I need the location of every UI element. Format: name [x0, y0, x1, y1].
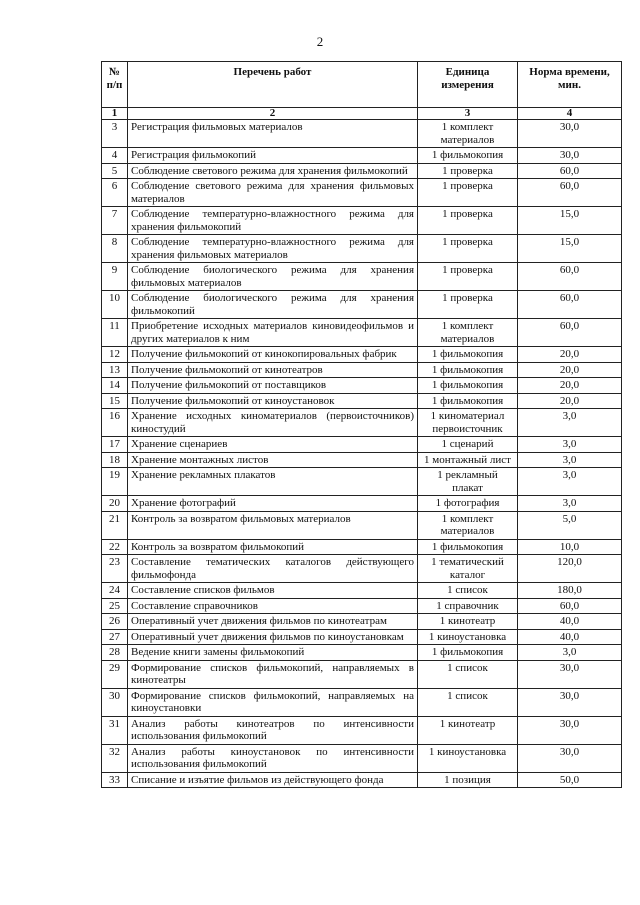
- time-norm: 60,0: [518, 598, 622, 614]
- table-row: [102, 393, 622, 409]
- time-norm: 180,0: [518, 583, 622, 599]
- column-index: 4: [518, 108, 622, 120]
- unit-of-measure: 1 монтажный лист: [418, 452, 518, 468]
- time-norm: 30,0: [518, 148, 622, 164]
- row-number: 20: [102, 496, 128, 512]
- time-norm: 10,0: [518, 539, 622, 555]
- table-row: [102, 347, 622, 363]
- work-name: Хранение сценариев: [128, 437, 418, 453]
- table-row: [102, 378, 622, 394]
- time-norm: 20,0: [518, 393, 622, 409]
- row-number: 27: [102, 629, 128, 645]
- unit-of-measure: 1 фильмокопия: [418, 148, 518, 164]
- row-number: 24: [102, 583, 128, 599]
- time-norm: 60,0: [518, 263, 622, 291]
- time-norm: 40,0: [518, 614, 622, 630]
- row-number: 14: [102, 378, 128, 394]
- time-norm: 15,0: [518, 235, 622, 263]
- table-row: [102, 163, 622, 179]
- work-name: Хранение исходных киноматериалов (первоисточников) киностудий: [128, 409, 418, 437]
- time-norm: 30,0: [518, 688, 622, 716]
- row-number: 30: [102, 688, 128, 716]
- row-number: 18: [102, 452, 128, 468]
- row-number: 10: [102, 291, 128, 319]
- header-num: № п/п: [102, 62, 128, 108]
- row-number: 26: [102, 614, 128, 630]
- row-number: 29: [102, 660, 128, 688]
- unit-of-measure: 1 комплект материалов: [418, 319, 518, 347]
- work-name: Получение фильмокопий от кинокопировальных фабрик: [128, 347, 418, 363]
- row-number: 28: [102, 645, 128, 661]
- unit-of-measure: 1 список: [418, 660, 518, 688]
- work-name: Ведение книги замены фильмокопий: [128, 645, 418, 661]
- row-number: 25: [102, 598, 128, 614]
- table-row: [102, 598, 622, 614]
- table-row: [102, 645, 622, 661]
- work-name: Составление списков фильмов: [128, 583, 418, 599]
- unit-of-measure: 1 фильмокопия: [418, 645, 518, 661]
- work-name: Получение фильмокопий от поставщиков: [128, 378, 418, 394]
- header-name: Перечень работ: [128, 62, 418, 108]
- row-number: 12: [102, 347, 128, 363]
- table-row: [102, 772, 622, 788]
- work-name: Соблюдение температурно-влажностного режима для хранения фильмовых материалов: [128, 235, 418, 263]
- unit-of-measure: 1 комплект материалов: [418, 511, 518, 539]
- row-number: 3: [102, 120, 128, 148]
- unit-of-measure: 1 киноматериал первоисточник: [418, 409, 518, 437]
- header-unit: Единица измерения: [418, 62, 518, 108]
- column-index-row: [102, 108, 622, 120]
- unit-of-measure: 1 фильмокопия: [418, 362, 518, 378]
- table-row: [102, 235, 622, 263]
- row-number: 22: [102, 539, 128, 555]
- row-number: 32: [102, 744, 128, 772]
- work-name: Формирование списков фильмокопий, направляемых в кинотеатры: [128, 660, 418, 688]
- work-name: Хранение рекламных плакатов: [128, 468, 418, 496]
- work-name: Соблюдение светового режима для хранения фильмокопий: [128, 163, 418, 179]
- unit-of-measure: 1 проверка: [418, 235, 518, 263]
- work-name: Списание и изъятие фильмов из действующего фонда: [128, 772, 418, 788]
- time-norm: 20,0: [518, 347, 622, 363]
- unit-of-measure: 1 фильмокопия: [418, 347, 518, 363]
- work-name: Контроль за возвратом фильмовых материалов: [128, 511, 418, 539]
- row-number: 17: [102, 437, 128, 453]
- work-name: Приобретение исходных материалов киновидеофильмов и других материалов к ним: [128, 319, 418, 347]
- work-name: Оперативный учет движения фильмов по кинотеатрам: [128, 614, 418, 630]
- time-norm: 120,0: [518, 555, 622, 583]
- unit-of-measure: 1 проверка: [418, 179, 518, 207]
- table-row: [102, 660, 622, 688]
- table-row: [102, 437, 622, 453]
- row-number: 19: [102, 468, 128, 496]
- time-norm: 30,0: [518, 716, 622, 744]
- table-row: [102, 716, 622, 744]
- table-row: [102, 291, 622, 319]
- row-number: 8: [102, 235, 128, 263]
- work-name: Составление справочников: [128, 598, 418, 614]
- time-norm: 3,0: [518, 437, 622, 453]
- column-index: 1: [102, 108, 128, 120]
- table-row: [102, 744, 622, 772]
- work-name: Получение фильмокопий от киноустановок: [128, 393, 418, 409]
- table-row: [102, 496, 622, 512]
- unit-of-measure: 1 фильмокопия: [418, 539, 518, 555]
- work-name: Анализ работы кинотеатров по интенсивности использования фильмокопий: [128, 716, 418, 744]
- unit-of-measure: 1 комплект материалов: [418, 120, 518, 148]
- unit-of-measure: 1 проверка: [418, 263, 518, 291]
- time-norm: 20,0: [518, 378, 622, 394]
- work-name: Контроль за возвратом фильмокопий: [128, 539, 418, 555]
- unit-of-measure: 1 справочник: [418, 598, 518, 614]
- time-norm: 30,0: [518, 120, 622, 148]
- work-name: Хранение фотографий: [128, 496, 418, 512]
- work-name: Регистрация фильмокопий: [128, 148, 418, 164]
- table-row: [102, 263, 622, 291]
- time-norm: 40,0: [518, 629, 622, 645]
- row-number: 6: [102, 179, 128, 207]
- table-row: [102, 629, 622, 645]
- unit-of-measure: 1 тематический каталог: [418, 555, 518, 583]
- work-name: Хранение монтажных листов: [128, 452, 418, 468]
- table-header-row: [102, 62, 622, 108]
- time-norm: 15,0: [518, 207, 622, 235]
- table-row: [102, 614, 622, 630]
- table-row: [102, 688, 622, 716]
- unit-of-measure: 1 фильмокопия: [418, 393, 518, 409]
- unit-of-measure: 1 проверка: [418, 291, 518, 319]
- row-number: 16: [102, 409, 128, 437]
- time-norm: 60,0: [518, 179, 622, 207]
- row-number: 23: [102, 555, 128, 583]
- unit-of-measure: 1 список: [418, 583, 518, 599]
- row-number: 9: [102, 263, 128, 291]
- work-name: Регистрация фильмовых материалов: [128, 120, 418, 148]
- time-norm: 30,0: [518, 660, 622, 688]
- time-norm: 3,0: [518, 645, 622, 661]
- work-name: Формирование списков фильмокопий, направляемых на киноустановки: [128, 688, 418, 716]
- time-norm: 60,0: [518, 319, 622, 347]
- work-name: Соблюдение температурно-влажностного режима для хранения фильмокопий: [128, 207, 418, 235]
- table-row: [102, 511, 622, 539]
- table-row: [102, 409, 622, 437]
- time-norm: 50,0: [518, 772, 622, 788]
- row-number: 5: [102, 163, 128, 179]
- header-norm: Норма времени, мин.: [518, 62, 622, 108]
- unit-of-measure: 1 фотография: [418, 496, 518, 512]
- time-norm: 20,0: [518, 362, 622, 378]
- row-number: 11: [102, 319, 128, 347]
- time-norm: 3,0: [518, 409, 622, 437]
- unit-of-measure: 1 киноустановка: [418, 629, 518, 645]
- unit-of-measure: 1 проверка: [418, 163, 518, 179]
- page-number: 2: [316, 34, 324, 49]
- row-number: 7: [102, 207, 128, 235]
- table-row: [102, 468, 622, 496]
- unit-of-measure: 1 проверка: [418, 207, 518, 235]
- work-name: Соблюдение светового режима для хранения фильмовых материалов: [128, 179, 418, 207]
- table-body: [102, 120, 622, 788]
- column-index: 2: [128, 108, 418, 120]
- table-row: [102, 452, 622, 468]
- row-number: 13: [102, 362, 128, 378]
- time-norm: 3,0: [518, 496, 622, 512]
- row-number: 21: [102, 511, 128, 539]
- unit-of-measure: 1 кинотеатр: [418, 614, 518, 630]
- unit-of-measure: 1 киноустановка: [418, 744, 518, 772]
- table-row: [102, 207, 622, 235]
- unit-of-measure: 1 список: [418, 688, 518, 716]
- time-norm: 3,0: [518, 452, 622, 468]
- time-norm: 60,0: [518, 163, 622, 179]
- unit-of-measure: 1 сценарий: [418, 437, 518, 453]
- column-index: 3: [418, 108, 518, 120]
- table-row: [102, 319, 622, 347]
- work-name: Соблюдение биологического режима для хранения фильмокопий: [128, 291, 418, 319]
- table-row: [102, 583, 622, 599]
- row-number: 33: [102, 772, 128, 788]
- table-row: [102, 555, 622, 583]
- row-number: 15: [102, 393, 128, 409]
- work-name: Составление тематических каталогов действующего фильмофонда: [128, 555, 418, 583]
- table-row: [102, 362, 622, 378]
- time-norm: 3,0: [518, 468, 622, 496]
- work-norms-table: [101, 61, 622, 788]
- unit-of-measure: 1 позиция: [418, 772, 518, 788]
- work-name: Анализ работы киноустановок по интенсивности использования фильмокопий: [128, 744, 418, 772]
- work-name: Соблюдение биологического режима для хранения фильмовых материалов: [128, 263, 418, 291]
- unit-of-measure: 1 кинотеатр: [418, 716, 518, 744]
- work-name: Оперативный учет движения фильмов по киноустановкам: [128, 629, 418, 645]
- time-norm: 60,0: [518, 291, 622, 319]
- work-name: Получение фильмокопий от кинотеатров: [128, 362, 418, 378]
- time-norm: 30,0: [518, 744, 622, 772]
- unit-of-measure: 1 фильмокопия: [418, 378, 518, 394]
- table-row: [102, 539, 622, 555]
- table-row: [102, 120, 622, 148]
- row-number: 4: [102, 148, 128, 164]
- row-number: 31: [102, 716, 128, 744]
- table-row: [102, 179, 622, 207]
- time-norm: 5,0: [518, 511, 622, 539]
- unit-of-measure: 1 рекламный плакат: [418, 468, 518, 496]
- table-row: [102, 148, 622, 164]
